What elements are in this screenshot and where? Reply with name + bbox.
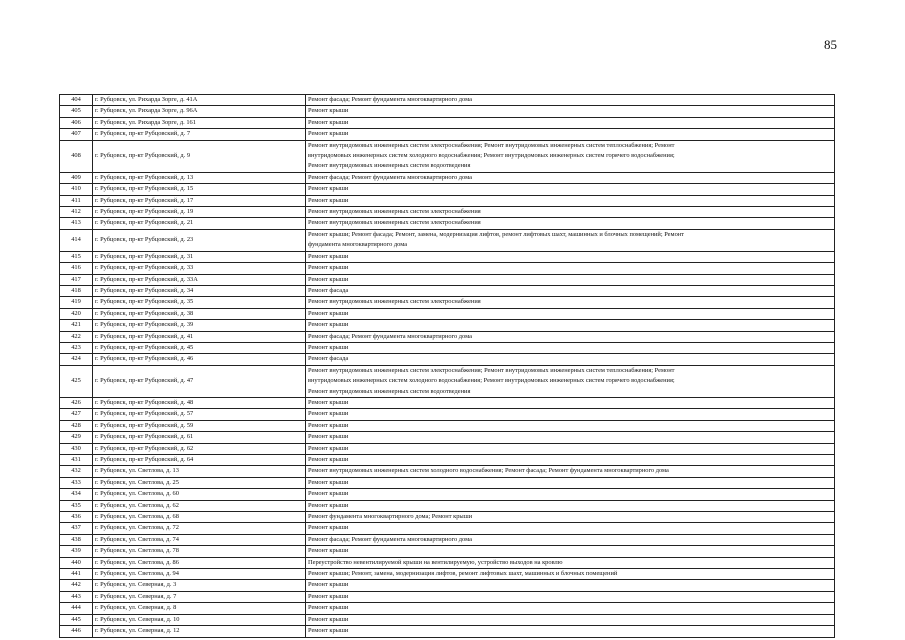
row-number: 415	[60, 251, 93, 262]
address-cell: г. Рубцовск, пр-кт Рубцовский, д. 57	[93, 409, 306, 420]
works-line: Ремонт крыши	[308, 615, 349, 623]
row-number: 425	[60, 365, 93, 397]
address-cell: г. Рубцовск, ул. Рихарда Зорге, д. 161	[93, 117, 306, 128]
works-line: Ремонт фасада	[308, 355, 349, 363]
address-cell: г. Рубцовск, пр-кт Рубцовский, д. 23	[93, 229, 306, 251]
works-line: Ремонт фундамента многоквартирного дома; Ремонт крыши	[308, 513, 473, 521]
table-row	[60, 500, 835, 511]
works-line: Ремонт крыши	[308, 321, 349, 329]
address-cell: г. Рубцовск, пр-кт Рубцовский, д. 45	[93, 342, 306, 353]
works-cell	[306, 354, 835, 365]
works-line: Переустройство невентилируемой крыши на вентилируемую, устройство выходов на кровлю	[308, 558, 563, 566]
row-number: 423	[60, 342, 93, 353]
address-cell: г. Рубцовск, пр-кт Рубцовский, д. 31	[93, 251, 306, 262]
row-number: 418	[60, 285, 93, 296]
table-row	[60, 432, 835, 443]
works-line: Ремонт крыши	[308, 275, 349, 283]
address-cell: г. Рубцовск, ул. Северная, д. 12	[93, 626, 306, 637]
table-row	[60, 331, 835, 342]
table-row	[60, 614, 835, 625]
works-cell	[306, 397, 835, 408]
works-cell	[306, 534, 835, 545]
address-cell: г. Рубцовск, пр-кт Рубцовский, д. 48	[93, 397, 306, 408]
table-row	[60, 534, 835, 545]
address-cell: г. Рубцовск, пр-кт Рубцовский, д. 38	[93, 308, 306, 319]
works-line: внутридомовых инженерных систем холодного водоснабжения; Ремонт внутридомовых инженерных систем горячего водоснабжения;	[308, 152, 675, 160]
works-line: Ремонт крыши	[308, 118, 349, 126]
table-row	[60, 117, 835, 128]
works-cell	[306, 409, 835, 420]
table-row	[60, 140, 835, 172]
works-cell	[306, 546, 835, 557]
works-line: Ремонт крыши	[308, 398, 349, 406]
table-row	[60, 580, 835, 591]
works-cell	[306, 512, 835, 523]
address-cell: г. Рубцовск, пр-кт Рубцовский, д. 59	[93, 420, 306, 431]
works-line: Ремонт крыши; Ремонт, замена, модернизация лифтов, ремонт лифтовых шахт, машинных и блочных помещений	[308, 570, 618, 578]
row-number: 409	[60, 172, 93, 183]
table-row	[60, 354, 835, 365]
row-number: 412	[60, 207, 93, 218]
row-number: 439	[60, 546, 93, 557]
table-row	[60, 218, 835, 229]
row-number: 431	[60, 455, 93, 466]
address-cell: г. Рубцовск, пр-кт Рубцовский, д. 7	[93, 129, 306, 140]
address-cell: г. Рубцовск, ул. Рихарда Зорге, д. 96А	[93, 106, 306, 117]
row-number: 422	[60, 331, 93, 342]
works-line: Ремонт крыши	[308, 421, 349, 429]
address-cell: г. Рубцовск, пр-кт Рубцовский, д. 62	[93, 443, 306, 454]
row-number: 419	[60, 297, 93, 308]
address-cell: г. Рубцовск, пр-кт Рубцовский, д. 61	[93, 432, 306, 443]
works-line: Ремонт фасада	[308, 286, 349, 294]
address-cell: г. Рубцовск, пр-кт Рубцовский, д. 47	[93, 365, 306, 397]
row-number: 405	[60, 106, 93, 117]
row-number: 404	[60, 95, 93, 106]
row-number: 435	[60, 500, 93, 511]
row-number: 432	[60, 466, 93, 477]
works-line: Ремонт крыши	[308, 252, 349, 260]
address-cell: г. Рубцовск, ул. Светлова, д. 74	[93, 534, 306, 545]
works-line: Ремонт внутридомовых инженерных систем холодного водоснабжения; Ремонт фасада; Ремонт фундамента многоквартирного дома	[308, 467, 669, 475]
row-number: 443	[60, 591, 93, 602]
works-line: Ремонт фасада; Ремонт фундамента многоквартирного дома	[308, 332, 472, 340]
address-cell: г. Рубцовск, пр-кт Рубцовский, д. 17	[93, 195, 306, 206]
table-row	[60, 523, 835, 534]
table-row	[60, 397, 835, 408]
address-cell: г. Рубцовск, ул. Рихарда Зорге, д. 41А	[93, 95, 306, 106]
address-cell: г. Рубцовск, пр-кт Рубцовский, д. 46	[93, 354, 306, 365]
address-cell: г. Рубцовск, ул. Светлова, д. 94	[93, 569, 306, 580]
works-line: Ремонт внутридомовых инженерных систем электроснабжения	[308, 219, 481, 227]
works-line: Ремонт крыши	[308, 107, 349, 115]
table-row	[60, 229, 835, 251]
works-cell	[306, 274, 835, 285]
page-number: 85	[824, 37, 837, 52]
row-number: 406	[60, 117, 93, 128]
works-line: Ремонт крыши	[308, 478, 349, 486]
address-cell: г. Рубцовск, ул. Светлова, д. 78	[93, 546, 306, 557]
address-cell: г. Рубцовск, ул. Светлова, д. 68	[93, 512, 306, 523]
works-cell	[306, 420, 835, 431]
row-number: 442	[60, 580, 93, 591]
address-cell: г. Рубцовск, ул. Светлова, д. 86	[93, 557, 306, 568]
table-row	[60, 591, 835, 602]
works-cell	[306, 489, 835, 500]
table-row	[60, 263, 835, 274]
address-cell: г. Рубцовск, ул. Северная, д. 3	[93, 580, 306, 591]
address-cell: г. Рубцовск, ул. Светлова, д. 72	[93, 523, 306, 534]
row-number: 410	[60, 184, 93, 195]
address-cell: г. Рубцовск, ул. Северная, д. 8	[93, 603, 306, 614]
table-row	[60, 308, 835, 319]
works-cell	[306, 251, 835, 262]
row-number: 416	[60, 263, 93, 274]
works-line: Ремонт крыши	[308, 592, 349, 600]
table-row	[60, 195, 835, 206]
table-row	[60, 477, 835, 488]
table-row	[60, 207, 835, 218]
row-number: 426	[60, 397, 93, 408]
works-line: Ремонт крыши	[308, 444, 349, 452]
works-line: Ремонт крыши; Ремонт фасада; Ремонт, замена, модернизация лифтов, ремонт лифтовых шахт, машинных и блочных помещений; Ремонт	[308, 230, 684, 238]
works-line: Ремонт крыши	[308, 581, 349, 589]
table-row	[60, 466, 835, 477]
works-cell	[306, 308, 835, 319]
works-line: Ремонт крыши	[308, 524, 349, 532]
address-cell: г. Рубцовск, пр-кт Рубцовский, д. 33А	[93, 274, 306, 285]
row-number: 436	[60, 512, 93, 523]
table-row	[60, 320, 835, 331]
works-cell	[306, 285, 835, 296]
works-cell	[306, 455, 835, 466]
address-cell: г. Рубцовск, пр-кт Рубцовский, д. 9	[93, 140, 306, 172]
row-number: 413	[60, 218, 93, 229]
works-cell	[306, 172, 835, 183]
repair-works-table	[59, 94, 835, 638]
row-number: 427	[60, 409, 93, 420]
table-row	[60, 129, 835, 140]
address-cell: г. Рубцовск, пр-кт Рубцовский, д. 34	[93, 285, 306, 296]
works-cell	[306, 117, 835, 128]
works-line: фундамента многоквартирного дома	[308, 241, 408, 249]
row-number: 441	[60, 569, 93, 580]
works-cell	[306, 626, 835, 637]
works-cell	[306, 557, 835, 568]
works-line: Ремонт крыши	[308, 547, 349, 555]
row-number: 407	[60, 129, 93, 140]
row-number: 408	[60, 140, 93, 172]
table-row	[60, 626, 835, 637]
works-cell	[306, 263, 835, 274]
address-cell: г. Рубцовск, ул. Светлова, д. 62	[93, 500, 306, 511]
row-number: 430	[60, 443, 93, 454]
row-number: 417	[60, 274, 93, 285]
row-number: 434	[60, 489, 93, 500]
row-number: 433	[60, 477, 93, 488]
works-line: Ремонт крыши	[308, 410, 349, 418]
works-cell	[306, 140, 835, 172]
table-body	[60, 95, 835, 638]
table-row	[60, 274, 835, 285]
works-cell	[306, 320, 835, 331]
address-cell: г. Рубцовск, ул. Светлова, д. 13	[93, 466, 306, 477]
table-row	[60, 546, 835, 557]
table-row	[60, 420, 835, 431]
row-number: 428	[60, 420, 93, 431]
table-row	[60, 342, 835, 353]
works-line: Ремонт крыши	[308, 433, 349, 441]
works-cell	[306, 195, 835, 206]
works-cell	[306, 569, 835, 580]
works-line: Ремонт внутридомовых инженерных систем электроснабжения; Ремонт внутридомовых инженерных систем теплоснабжения; Ремонт	[308, 366, 675, 374]
works-cell	[306, 331, 835, 342]
table-row	[60, 603, 835, 614]
works-line: Ремонт крыши	[308, 490, 349, 498]
works-line: Ремонт внутридомовых инженерных систем водоотведения	[308, 387, 471, 395]
works-cell	[306, 218, 835, 229]
works-cell	[306, 106, 835, 117]
works-cell	[306, 207, 835, 218]
table-row	[60, 569, 835, 580]
address-cell: г. Рубцовск, пр-кт Рубцовский, д. 15	[93, 184, 306, 195]
address-cell: г. Рубцовск, ул. Северная, д. 10	[93, 614, 306, 625]
table-row	[60, 512, 835, 523]
table-row	[60, 184, 835, 195]
address-cell: г. Рубцовск, пр-кт Рубцовский, д. 13	[93, 172, 306, 183]
row-number: 437	[60, 523, 93, 534]
row-number: 420	[60, 308, 93, 319]
works-line: Ремонт крыши	[308, 130, 349, 138]
address-cell: г. Рубцовск, ул. Светлова, д. 60	[93, 489, 306, 500]
table-row	[60, 455, 835, 466]
row-number: 424	[60, 354, 93, 365]
address-cell: г. Рубцовск, пр-кт Рубцовский, д. 21	[93, 218, 306, 229]
address-cell: г. Рубцовск, пр-кт Рубцовский, д. 35	[93, 297, 306, 308]
row-number: 411	[60, 195, 93, 206]
address-cell: г. Рубцовск, пр-кт Рубцовский, д. 19	[93, 207, 306, 218]
table-row	[60, 409, 835, 420]
works-cell	[306, 229, 835, 251]
table-row	[60, 443, 835, 454]
works-line: Ремонт фасада; Ремонт фундамента многоквартирного дома	[308, 96, 472, 103]
row-number: 429	[60, 432, 93, 443]
address-cell: г. Рубцовск, пр-кт Рубцовский, д. 64	[93, 455, 306, 466]
row-number: 446	[60, 626, 93, 637]
table-row	[60, 557, 835, 568]
works-line: Ремонт крыши	[308, 309, 349, 317]
works-cell	[306, 443, 835, 454]
works-line: внутридомовых инженерных систем холодного водоснабжения; Ремонт внутридомовых инженерных систем горячего водоснабжения;	[308, 377, 675, 385]
table-row	[60, 297, 835, 308]
works-line: Ремонт крыши	[308, 604, 349, 612]
row-number: 445	[60, 614, 93, 625]
row-number: 444	[60, 603, 93, 614]
address-cell: г. Рубцовск, ул. Северная, д. 7	[93, 591, 306, 602]
works-cell	[306, 129, 835, 140]
works-line: Ремонт крыши	[308, 196, 349, 204]
works-line: Ремонт крыши	[308, 627, 349, 635]
table-row	[60, 106, 835, 117]
works-line: Ремонт крыши	[308, 264, 349, 272]
works-cell	[306, 365, 835, 397]
table-row	[60, 95, 835, 106]
table-row	[60, 365, 835, 397]
works-cell	[306, 466, 835, 477]
works-cell	[306, 342, 835, 353]
table-row	[60, 251, 835, 262]
works-cell	[306, 432, 835, 443]
works-line: Ремонт внутридомовых инженерных систем электроснабжения; Ремонт внутридомовых инженерных систем теплоснабжения; Ремонт	[308, 141, 675, 149]
works-cell	[306, 580, 835, 591]
works-line: Ремонт внутридомовых инженерных систем электроснабжения	[308, 298, 481, 306]
works-line: Ремонт крыши	[308, 185, 349, 193]
address-cell: г. Рубцовск, ул. Светлова, д. 25	[93, 477, 306, 488]
works-line: Ремонт фасада; Ремонт фундамента многоквартирного дома	[308, 173, 472, 181]
table-row	[60, 285, 835, 296]
works-line: Ремонт крыши	[308, 501, 349, 509]
works-cell	[306, 95, 835, 106]
row-number: 421	[60, 320, 93, 331]
works-line: Ремонт внутридомовых инженерных систем водоотведения	[308, 162, 471, 170]
works-line: Ремонт крыши	[308, 456, 349, 463]
address-cell: г. Рубцовск, пр-кт Рубцовский, д. 33	[93, 263, 306, 274]
address-cell: г. Рубцовск, пр-кт Рубцовский, д. 39	[93, 320, 306, 331]
works-cell	[306, 523, 835, 534]
works-line: Ремонт фасада; Ремонт фундамента многоквартирного дома	[308, 535, 472, 543]
works-cell	[306, 500, 835, 511]
works-cell	[306, 603, 835, 614]
table-row	[60, 172, 835, 183]
row-number: 438	[60, 534, 93, 545]
address-cell: г. Рубцовск, пр-кт Рубцовский, д. 41	[93, 331, 306, 342]
row-number: 440	[60, 557, 93, 568]
works-cell	[306, 591, 835, 602]
works-cell	[306, 297, 835, 308]
works-cell	[306, 614, 835, 625]
table-row	[60, 489, 835, 500]
row-number: 414	[60, 229, 93, 251]
works-line: Ремонт внутридомовых инженерных систем электроснабжения	[308, 208, 481, 216]
works-cell	[306, 477, 835, 488]
works-cell	[306, 184, 835, 195]
works-line: Ремонт крыши	[308, 343, 349, 351]
